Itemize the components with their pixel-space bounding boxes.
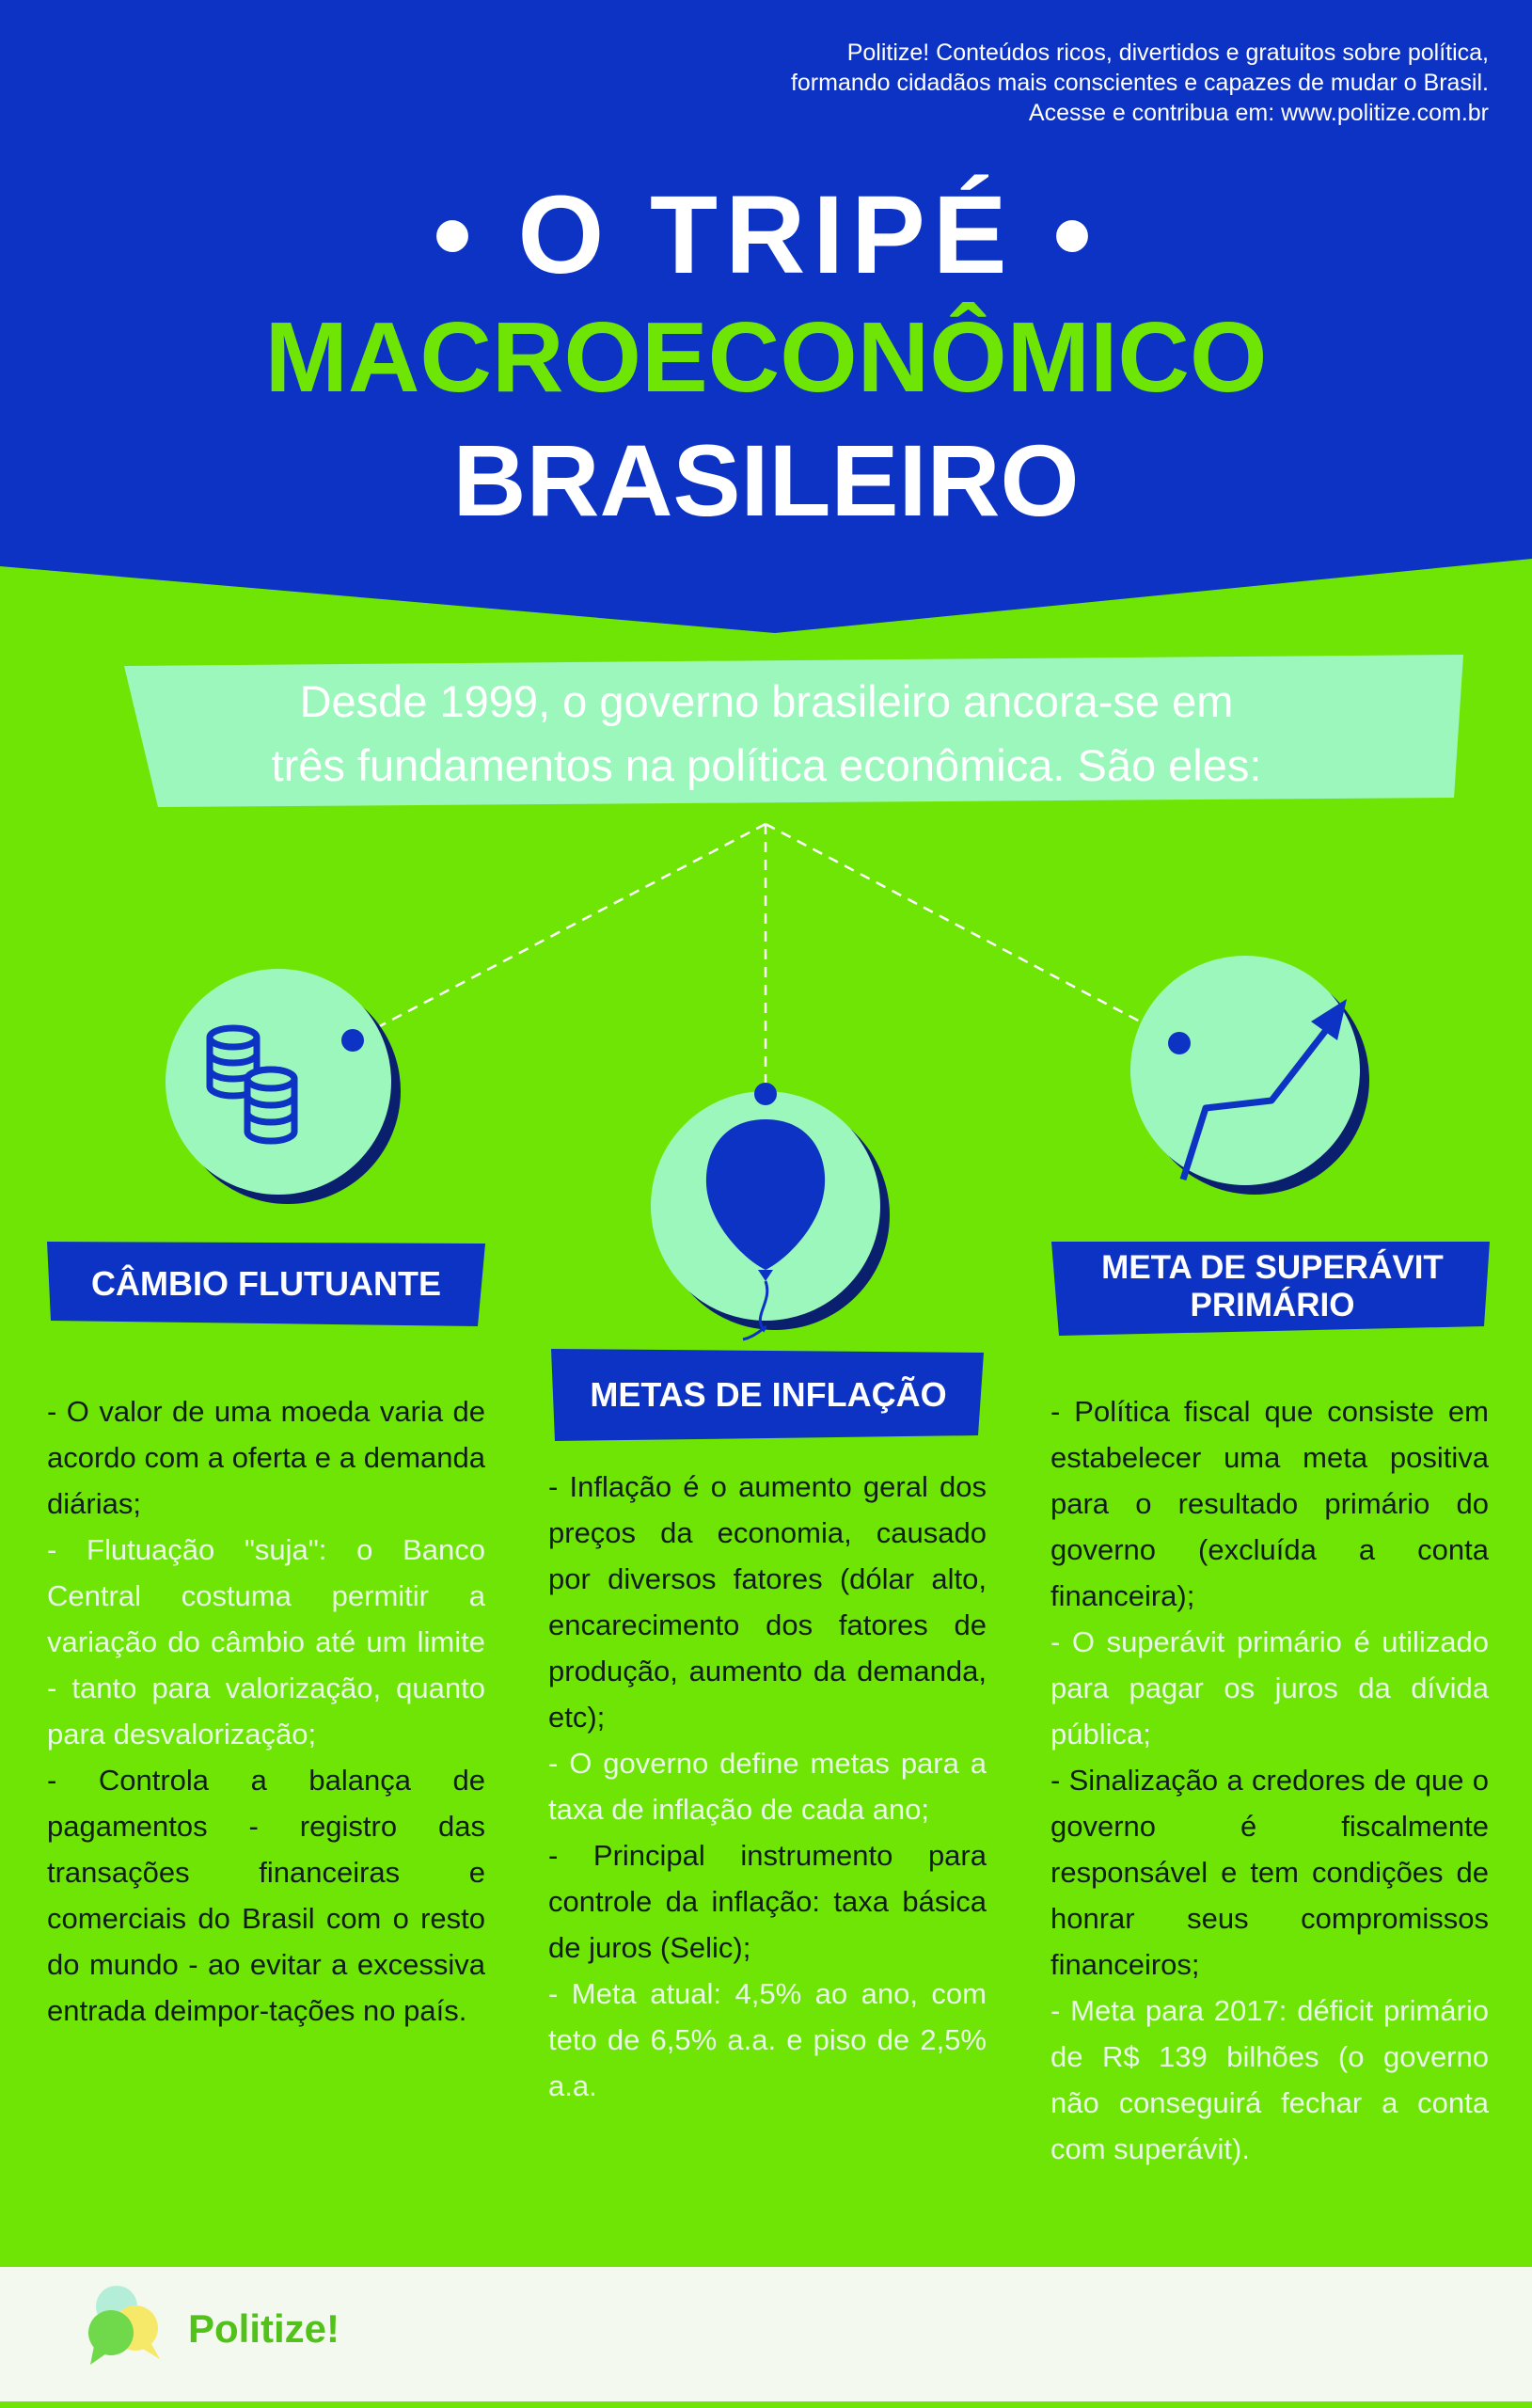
tagline-line: Acesse e contribua em: www.politize.com.br [1028,100,1489,126]
pillar-title-text: META DE SUPERÁVIT [1101,1249,1444,1286]
pillar-paragraph: - Sinalização a credores de que o governo é fiscalmente responsável e tem condições de honrar seus compromissos financeiros; [1050,1764,1489,1981]
pillar-paragraph: - O valor de uma moeda varia de acordo com a oferta e a demanda diárias; [47,1395,485,1520]
pillar-paragraph: - Meta para 2017: déficit primário de R$ 139 bilhões (o governo não conseguirá fechar a conta com superávit). [1050,1994,1489,2165]
pillar-paragraph: - Política fiscal que consiste em estabelecer uma meta positiva para o resultado primário do governo (excluída a conta financeira); [1050,1395,1489,1612]
tagline-line: formando cidadãos mais conscientes e capazes de mudar o Brasil. [790,70,1489,96]
intro-line: três fundamentos na política econômica. São eles: [271,740,1262,790]
pillar-paragraph: - Flutuação "suja": o Banco Central costuma permitir a variação do câmbio até um limite - tanto para valorização, quanto para desvalorização; [47,1533,485,1751]
pillar-paragraph: - Inflação é o aumento geral dos preços da economia, causado por diversos fatores (dólar alto, encarecimento dos fatores de produção, aumento da demanda, etc); [548,1470,987,1734]
page-title-line-1: • O TRIPÉ • [433,173,1099,297]
page-title-line-3: BRASILEIRO [452,423,1080,537]
pillar-paragraph: - Controla a balança de pagamentos - registro das transações financeiras e comerciais do Brasil com o resto do mundo - ao evitar a excessiva entrada deimpor-tações no país. [47,1764,485,2027]
footer-bottom-line [0,2401,1532,2408]
pillar-title-cambio [56,1244,476,1324]
pillar-paragraph: - O superávit primário é utilizado para pagar os juros da dívida pública; [1050,1625,1489,1751]
pillar-title-text: PRIMÁRIO [1190,1287,1355,1323]
page-title-line-2: MACROECONÔMICO [264,302,1268,413]
pillar-title-superavit [1061,1242,1484,1332]
pillar-title-text: CÂMBIO FLUTUANTE [91,1264,441,1303]
pillar-paragraph: - Meta atual: 4,5% ao ano, com teto de 6,5% a.a. e piso de 2,5% a.a. [548,1977,987,2102]
pillar-paragraph: - O governo define metas para a taxa de inflação de cada ano; [548,1747,987,1826]
footer-brand-name[interactable]: Politize! [188,2306,340,2351]
intro-line: Desde 1999, o governo brasileiro ancora-se em [299,676,1234,726]
pillar-body-inflacao [548,1464,987,2109]
pillar-paragraph: - Principal instrumento para controle da inflação: taxa básica de juros (Selic); [548,1839,987,1964]
header-tagline [642,38,1489,128]
pillar-title-inflacao [557,1353,980,1437]
pillar-body-superavit [1050,1388,1489,2172]
intro-text [132,670,1401,798]
pillar-title-text: METAS DE INFLAÇÃO [590,1375,947,1414]
pillar-body-cambio [47,1388,485,2034]
tagline-line: Politize! Conteúdos ricos, divertidos e gratuitos sobre política, [846,40,1489,66]
